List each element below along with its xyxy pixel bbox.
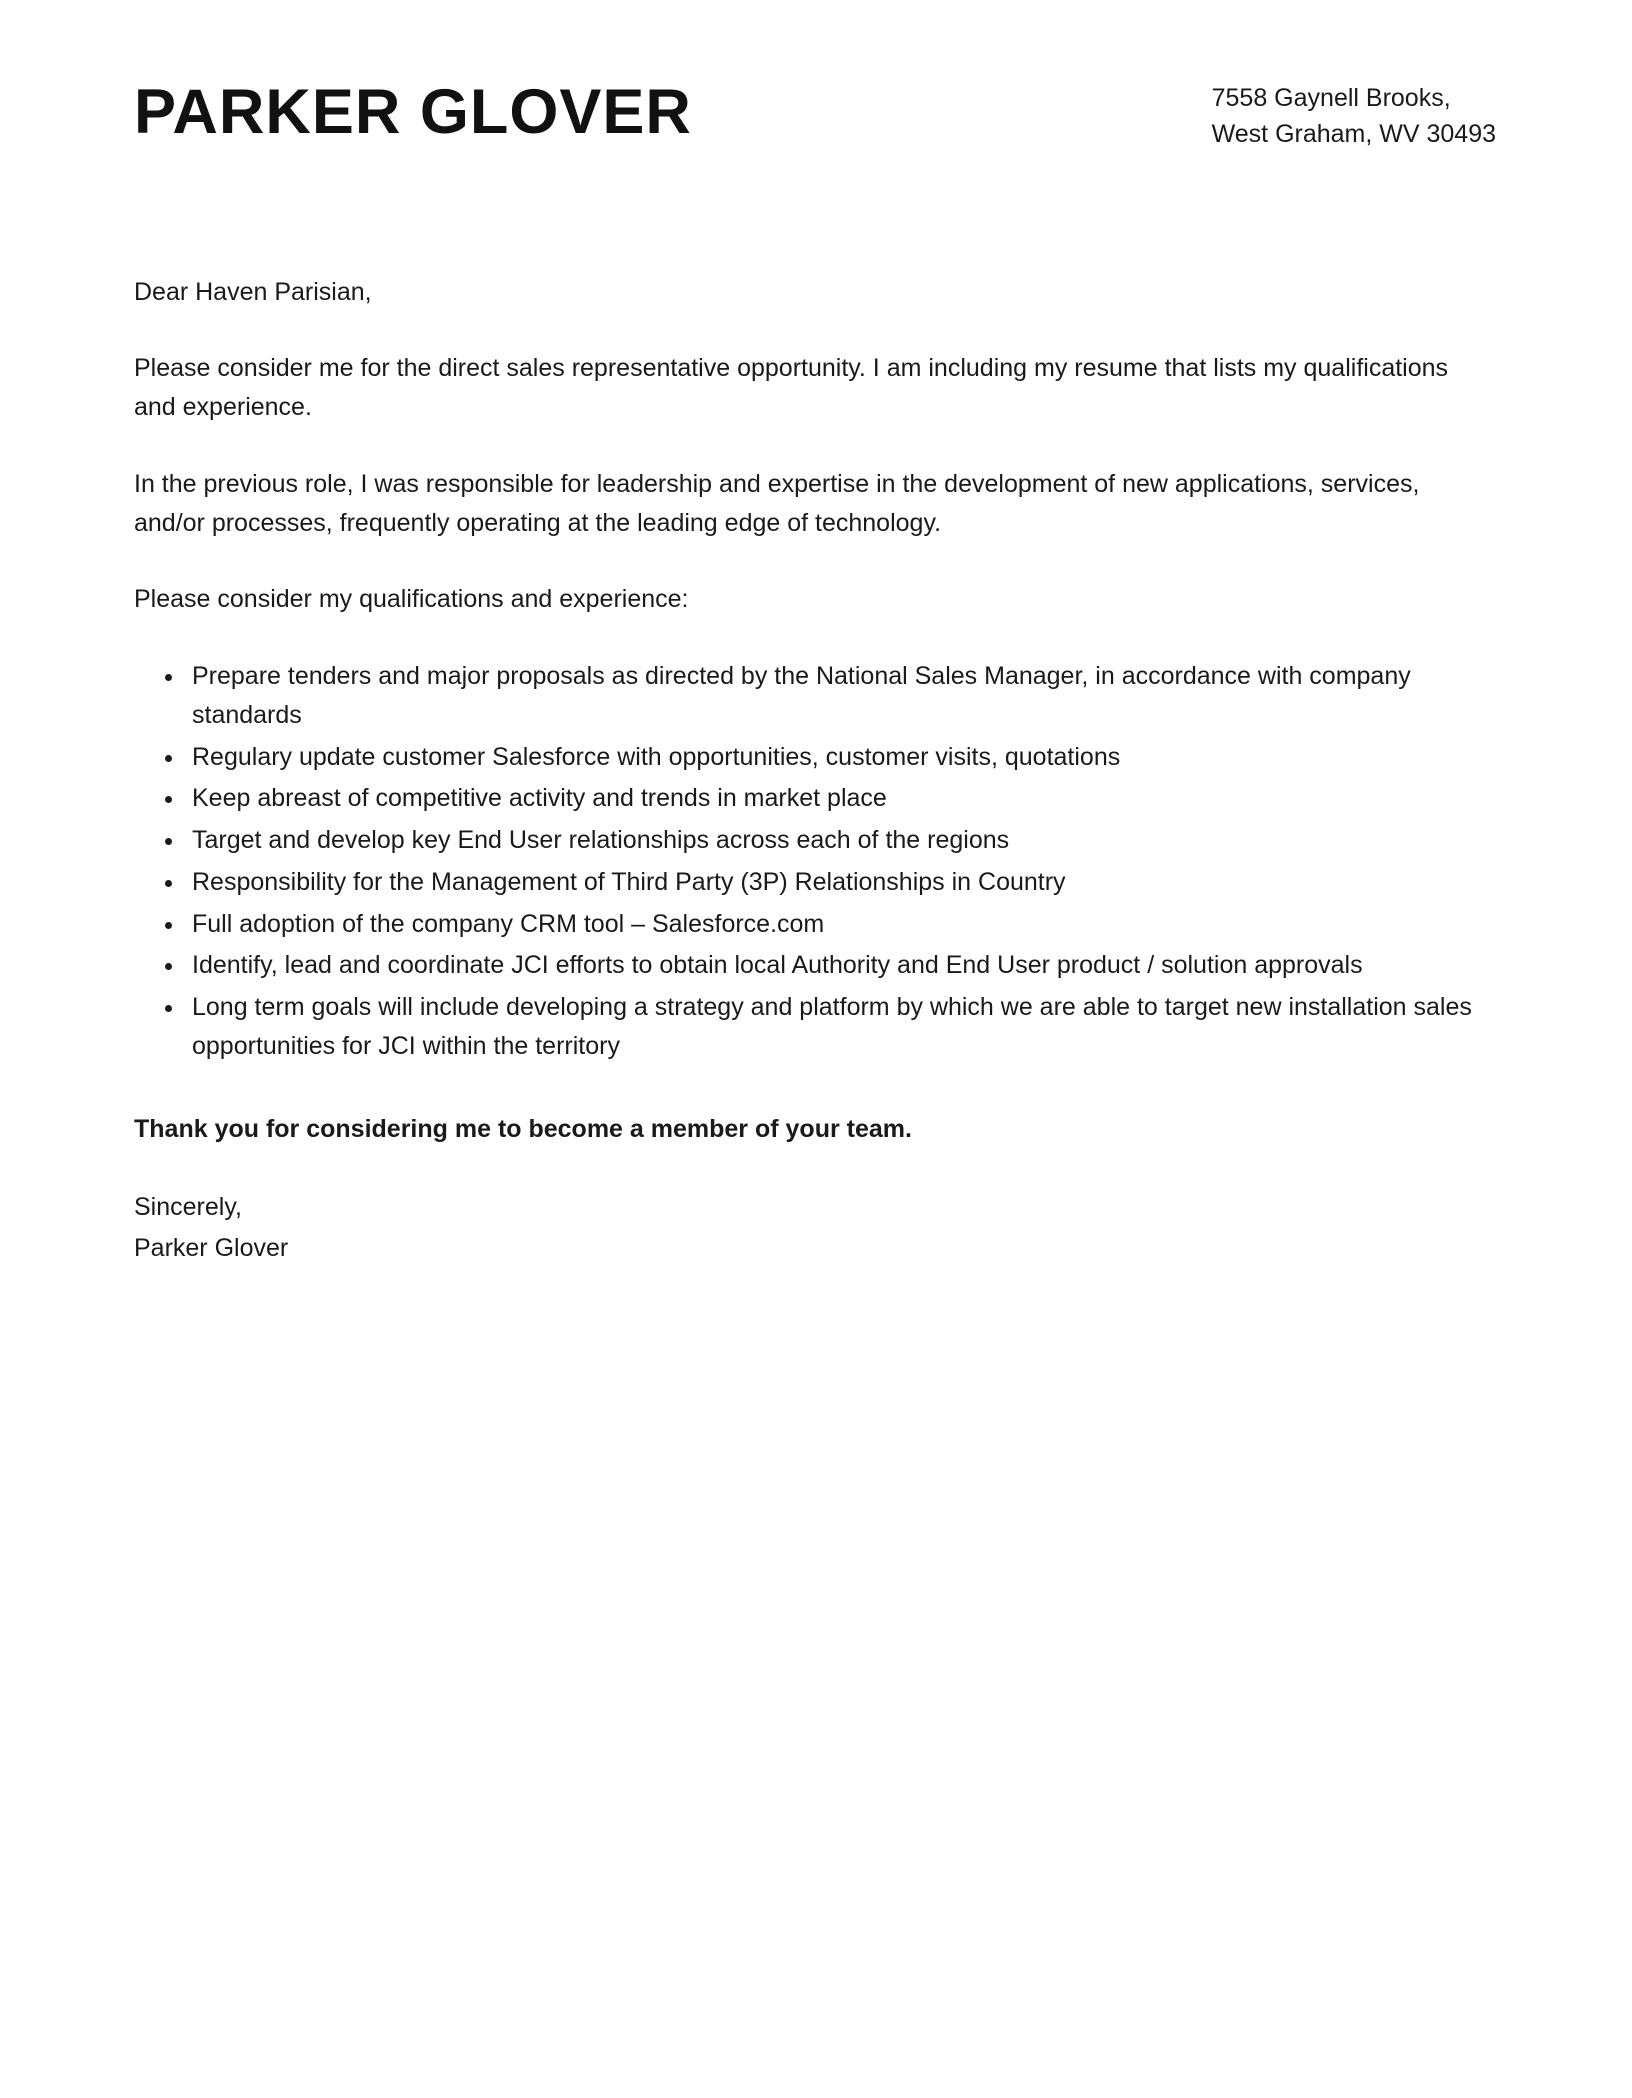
paragraph-previous-role: In the previous role, I was responsible for leadership and expertise in the development of new applications, services, and/or processes, frequently operating at the leading edge of technology. (134, 469, 1420, 537)
list-item: • Full adoption of the company CRM tool – Salesforce.com (186, 905, 1496, 944)
paragraph-qualifications-lead-in: Please consider my qualifications and experience: (134, 585, 689, 614)
paragraph-intro: Please consider me for the direct sales representative opportunity. I am including my resume that lists my qualifications and experience. (134, 354, 1449, 421)
signoff: Sincerely, (134, 1193, 242, 1222)
qualifications-list (134, 657, 1496, 1066)
applicant-name: PARKER GLOVER (134, 77, 692, 147)
letter-body (134, 273, 1496, 1268)
applicant-address (1212, 70, 1496, 153)
list-item: • Responsibility for the Management of Third Party (3P) Relationships in Country (186, 863, 1496, 902)
list-item: • Keep abreast of competitive activity and trends in market place (186, 779, 1496, 818)
list-item: • Identify, lead and coordinate JCI efforts to obtain local Authority and End User product / solution approvals (186, 946, 1496, 985)
address-line-2: West Graham, WV 30493 (1211, 120, 1496, 149)
list-item: • Target and develop key End User relationships across each of the regions (186, 821, 1496, 860)
salutation: Dear Haven Parisian, (134, 277, 372, 306)
list-item: • Regulary update customer Salesforce with opportunities, customer visits, quotations (186, 738, 1496, 777)
letter-header (134, 70, 1496, 153)
list-item: • Long term goals will include developing a strategy and platform by which we are able to target new installation sales opportunities for JCI within the territory (186, 988, 1496, 1066)
list-item: • Prepare tenders and major proposals as directed by the National Sales Manager, in accordance with company standards (186, 657, 1496, 735)
signature-name: Parker Glover (134, 1234, 289, 1262)
closing-statement: Thank you for considering me to become a member of your team. (134, 1114, 912, 1143)
address-line-1: 7558 Gaynell Brooks, (1211, 84, 1451, 112)
